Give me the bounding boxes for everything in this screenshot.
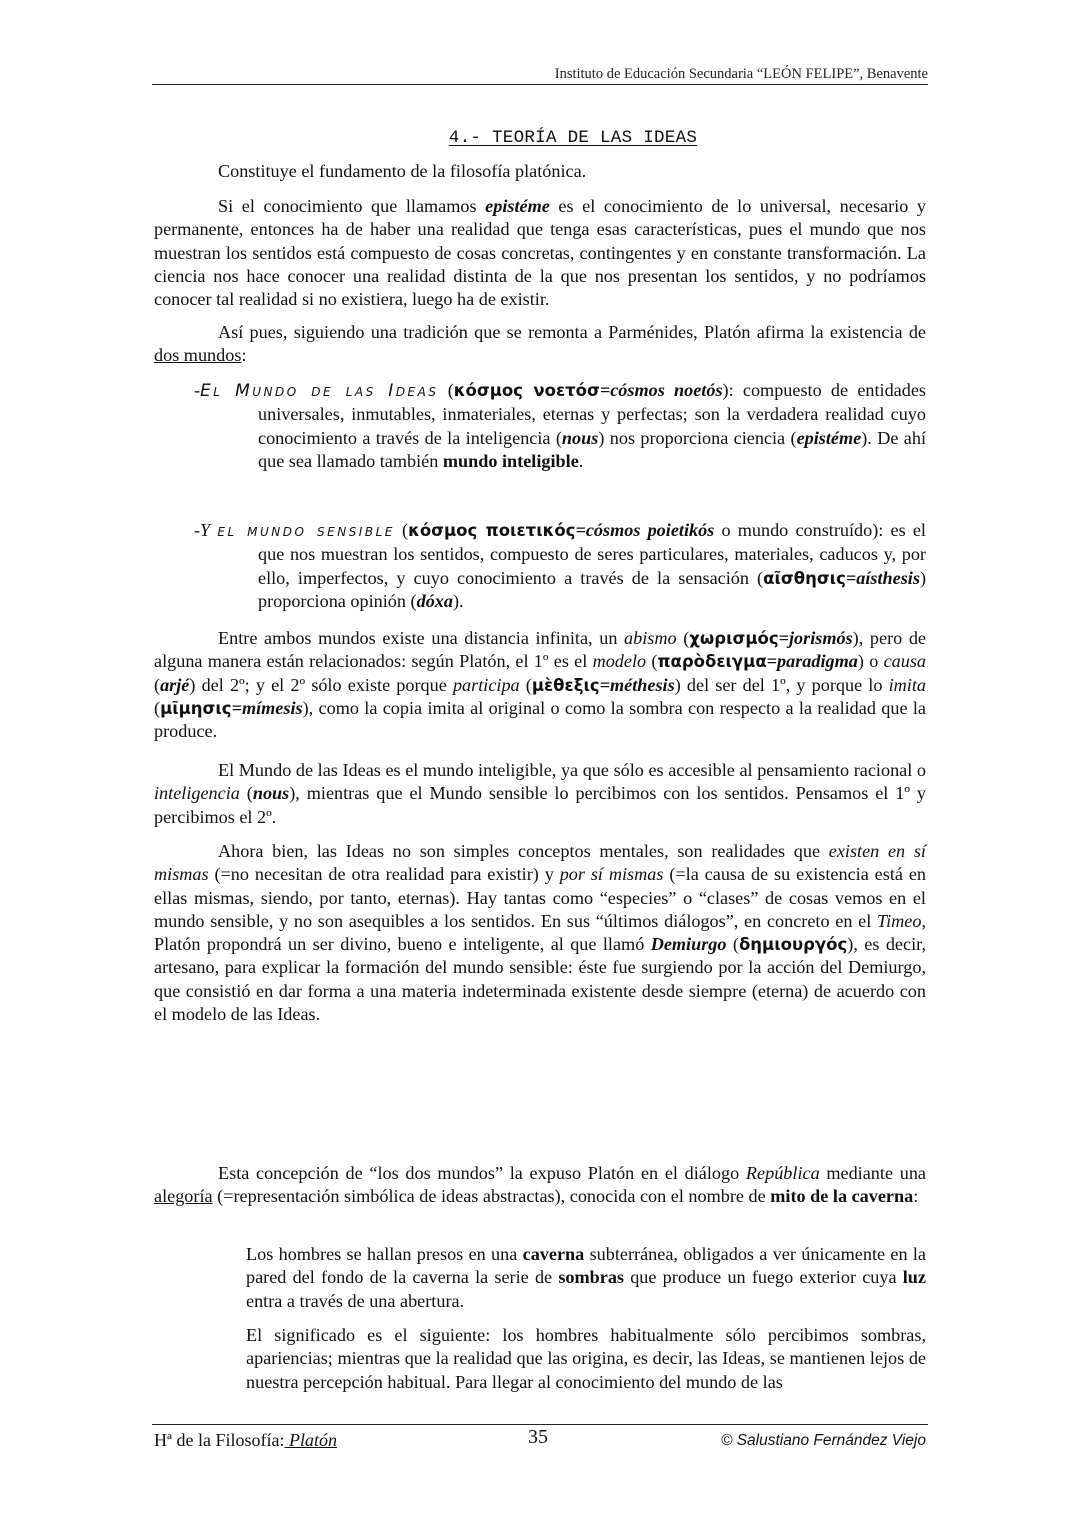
text: ( <box>676 628 690 648</box>
footer-divider <box>152 1424 928 1425</box>
text: ) del ser del 1º, y porque lo <box>674 674 889 695</box>
term-causa: causa <box>883 651 926 672</box>
text: ), como la copia imita al original o como la sombra con respecto a la realidad que la produce. <box>154 697 926 742</box>
transliteration: =cósmos noetós <box>599 380 723 400</box>
world-sensible-item: -Y el mundo sensible (κόσμος ποιετικός=cósmos poietikós o mundo construído): es el que nos muestran los sentidos, compuesto de seres particulares, materiales, caducos y, por ello, imperfectos, y cuyo conocimiento a través de la sensación (αῖσθησις=aísthesis) proporciona opinión (dóxa). <box>194 520 926 611</box>
cave-quote-1 <box>246 1243 926 1313</box>
text: Si el conocimiento que llamamos <box>218 196 486 216</box>
term-doxa: dóxa <box>416 590 453 611</box>
text: o mundo construído): es el que nos muestran los sentidos, compuesto de seres particulares, materiales, caducos y, por ello, imperfectos, y cuyo conocimiento a través de la sensación ( <box>258 520 926 588</box>
text: ) proporciona opinión ( <box>258 567 926 611</box>
text: ( <box>154 697 161 718</box>
paragraph-cave-intro <box>154 1162 926 1209</box>
transliteration: =jorismós <box>778 628 853 648</box>
transliteration: =méthesis <box>599 674 675 695</box>
text: El significado es el siguiente: los hombres habitualmente sólo percibimos sombras, apariencias; mientras que la realidad que las origina, es decir, las Ideas, se mantienen lejos de nuestra percepción habitual. Para llegar al conocimiento del mundo de las <box>246 1325 926 1392</box>
term-modelo: modelo <box>592 651 647 672</box>
text: (=no necesitan de otra realidad para existir) y <box>208 864 560 885</box>
text: ) nos proporciona ciencia ( <box>598 427 797 448</box>
greek-term: δημιουργός <box>738 935 848 955</box>
term-episteme: epistéme <box>485 196 550 216</box>
term-demiurgo: Demiurgo <box>650 934 727 955</box>
cave-quote-2 <box>246 1324 926 1394</box>
text: Los hombres se hallan presos en una <box>246 1244 523 1264</box>
term-arje: arjé <box>160 674 190 695</box>
footer-subject <box>154 1430 337 1451</box>
term-mito-caverna: mito de la caverna <box>770 1186 914 1207</box>
text: : <box>913 1186 919 1207</box>
text: ) del 2º; y el 2º sólo existe porque <box>189 674 453 695</box>
transliteration: =mímesis <box>231 697 303 718</box>
term-episteme: epistéme <box>796 427 862 448</box>
world-ideas-item: -El Mundo de las Ideas (κόσμος νοετόσ=cósmos noetós): compuesto de entidades universales, inmutables, inmateriales, eternas y perfectas; son la verdadera realidad cuyo conocimiento a través de la inteligencia (nous) nos proporciona ciencia (epistéme). De ahí que sea llamado también mundo inteligible. <box>194 380 926 471</box>
term-inteligencia: inteligencia <box>154 783 240 804</box>
world-sensible-name: el mundo sensible <box>217 521 395 541</box>
world-ideas-name: El Mundo de las Ideas <box>200 381 439 401</box>
paragraph-episteme <box>154 195 926 311</box>
text: (=la causa de su existencia está en ellas mismas, siendo, por tanto, eternas). Hay tantas como “especies” o “clases” de cosas vemos en el mundo sensible, y no son asequibles a los sentidos. En sus “últimos diálogos”, en concreto en el <box>154 864 927 931</box>
term-alegoria: alegoría <box>154 1186 213 1207</box>
term-nous: nous <box>252 783 290 804</box>
transliteration: =aísthesis <box>845 567 920 588</box>
transliteration: =cósmos poietikós <box>575 520 715 540</box>
dash: -Y <box>194 520 218 540</box>
footer-subject-label: Hª de la Filosofía: <box>154 1430 285 1450</box>
text: ( <box>726 934 739 955</box>
text: Entre ambos mundos existe una distancia infinita, un <box>218 628 625 648</box>
text: ), es decir, artesano, para explicar la formación del mundo sensible: éste fue surgiendo por la acción del Demiurgo, que consistió en dar forma a una materia indeterminada existente desde siempre (eterna) de acuerdo con el modelo de las Ideas. <box>154 934 927 1025</box>
transliteration: =paradigma <box>766 651 858 672</box>
intro-text: Constituye el fundamento de la filosofía platónica. <box>218 161 587 181</box>
greek-term: χωρισμός <box>689 629 779 648</box>
text: , Platón propondrá un ser divino, bueno e inteligente, al que llamó <box>154 910 926 955</box>
term-participa: participa <box>452 674 520 695</box>
dash: - <box>194 380 201 400</box>
greek-term: μὲθεξις <box>531 675 600 695</box>
page-number: 35 <box>528 1426 548 1448</box>
text: : <box>241 345 247 366</box>
text: es el conocimiento de lo universal, necesario y permanente, entonces ha de haber una realidad que tenga esas características, pues el mundo que nos muestran los sentidos está compuesto de cosas concretas, contingentes y en constante transformación. La ciencia nos hace conocer una realidad distinta de la que nos presentan los sentidos, y no podríamos conocer tal realidad si no existiera, luego ha de existir. <box>154 196 926 310</box>
text: ). De ahí que sea llamado también <box>258 427 926 471</box>
term-por-si-mismas: por sí mismas <box>559 864 664 885</box>
text: . <box>578 450 584 471</box>
term-en-si-mismas: existen en sí mismas <box>154 841 926 885</box>
paragraph-ideas-nature <box>154 840 926 1026</box>
text: mediante una <box>819 1163 926 1183</box>
greek-term: αῖσθησις <box>763 568 846 588</box>
text: Así pues, siguiendo una tradición que se remonta a Parménides, Platón afirma la existencia de <box>218 322 926 342</box>
footer-subject-title: Platón <box>284 1430 337 1450</box>
text: ). <box>452 590 464 611</box>
section-title-text: 4.- TEORÍA DE LAS IDEAS <box>448 128 698 148</box>
text: que produce un fuego exterior cuya <box>624 1267 903 1288</box>
text: ( <box>646 651 658 672</box>
text: Esta concepción de “los dos mundos” la expuso Platón en el diálogo <box>218 1163 746 1183</box>
text: El Mundo de las Ideas es el mundo inteligible, ya que sólo es accesible al pensamiento racional o <box>218 760 926 780</box>
text: Ahora bien, las Ideas no son simples conceptos mentales, son realidades que <box>218 841 829 861</box>
greek-term: κόσμος ποιετικός <box>408 521 576 540</box>
term-nous: nous <box>561 427 599 448</box>
text: ): compuesto de entidades universales, inmutables, inmateriales, eternas y perfectas; son la verdadera realidad cuyo conocimiento a través de la inteligencia ( <box>258 380 926 448</box>
header-institution: Instituto de Educación Secundaria “LEÓN FELIPE”, Benavente <box>554 66 928 82</box>
greek-term: μῖμησις <box>160 698 232 718</box>
paragraph-intro <box>154 160 926 183</box>
text: entra a través de una abertura. <box>246 1290 465 1311</box>
greek-term: παρὸδειγμα <box>657 652 767 672</box>
text: subterránea, obligados a ver únicamente en la pared del fondo de la caverna la serie de <box>246 1244 926 1288</box>
paragraph-intelligible <box>154 759 926 829</box>
term-mundo-inteligible: mundo inteligible <box>442 450 579 471</box>
text: ), mientras que el Mundo sensible lo percibimos con los sentidos. Pensamos el 1º y percibimos el 2º. <box>154 783 926 827</box>
term-imita: imita <box>888 674 926 695</box>
section-title <box>0 128 1080 148</box>
term-luz: luz <box>902 1267 926 1288</box>
text: ), pero de alguna manera están relacionados: según Platón, el 1º es el <box>154 628 927 672</box>
term-sombras: sombras <box>558 1267 624 1288</box>
term-dos-mundos: dos mundos <box>154 345 242 366</box>
text: ) o <box>857 651 884 672</box>
text: ( <box>519 674 532 695</box>
term-caverna: caverna <box>522 1244 585 1264</box>
term-republica: República <box>745 1163 820 1183</box>
header-divider <box>152 84 928 85</box>
greek-term: κόσμος νοετόσ <box>453 381 600 400</box>
paragraph-two-worlds <box>154 321 926 368</box>
footer-copyright: © Salustiano Fernández Viejo <box>720 1432 926 1449</box>
paragraph-relation <box>154 627 926 743</box>
text: ( <box>154 674 161 695</box>
term-timeo: Timeo <box>876 910 922 931</box>
text: (=representación simbólica de ideas abstractas), conocida con el nombre de <box>212 1186 771 1207</box>
term-abismo: abismo <box>624 628 677 648</box>
text: ( <box>239 783 253 804</box>
